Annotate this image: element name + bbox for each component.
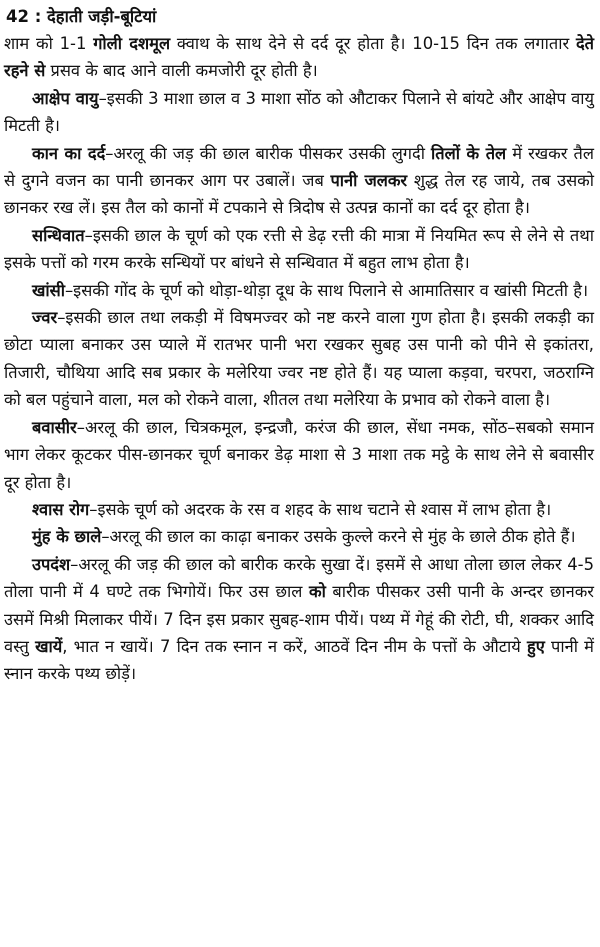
body-text: –इसकी 3 माशा छाल व 3 माशा सोंठ को औटाकर पिलाने से बांयटे और आक्षेप वायु मिटती है। <box>4 88 594 136</box>
bold-text: देते रहने से <box>4 34 594 81</box>
remedy-term: मुंह के छाले <box>32 527 102 547</box>
bold-text: को <box>308 582 326 602</box>
page-header: 42 : देहाती जड़ी-बूटियां <box>6 7 157 26</box>
bold-text: तिलों के तेल <box>431 143 507 163</box>
remedy-term: बवासीर <box>32 417 77 437</box>
body-text: में रखकर तैल से दुगने वजन का पानी छानकर आग पर उबालें। जब <box>4 143 594 191</box>
body-text: क्वाथ के साथ देने से दर्द दूर होता है। 10-15 दिन तक लगातार <box>170 34 576 53</box>
paragraph <box>4 222 594 277</box>
body-text: पानी में स्नान करके पथ्य छोड़ें। <box>4 636 594 684</box>
paragraph <box>4 277 594 304</box>
page-body <box>4 30 594 688</box>
body-text: –इसके चूर्ण को अदरक के रस व शहद के साथ चटाने से श्वास में लाभ होता है। <box>89 499 552 519</box>
body-text: शाम को 1-1 <box>4 34 94 53</box>
body-text: प्रसव के बाद आने वाली कमजोरी दूर होती है। <box>45 61 318 81</box>
bold-text: खायें <box>35 636 63 656</box>
remedy-term: खांसी <box>32 280 65 300</box>
remedy-term: उपदंश <box>32 554 71 574</box>
remedy-term: श्वास रोग <box>32 499 90 519</box>
body-text: –इसकी छाल तथा लकड़ी में विषमज्वर को नष्ट करने वाला गुण होता है। इसकी लकड़ी का छोटा प्याला बनाकर उस प्याले में रातभर पानी भरा रखकर सुबह उस पानी को पीने से इकांतरा, तिजारी, चौथिया आदि सब प्रकार के मलेरिया ज्वर नष्ट होते हैं। यह प्याला कड़वा, चरपरा, जठराग्नि को बल पहुंचाने वाला, मल को रोकने वाला, शीतल तथा मलेरिया के प्रभाव को रोकने वाला है। <box>4 308 594 410</box>
paragraph <box>4 551 594 688</box>
body-text: –अरलू की जड़ की छाल बारीक पीसकर उसकी लुगदी <box>105 143 432 163</box>
remedy-term: सन्धिवात <box>32 225 85 245</box>
paragraph <box>4 523 594 550</box>
bold-text: हुए <box>527 636 545 656</box>
bold-text: गोली दशमूल <box>93 34 171 53</box>
paragraph <box>4 304 594 414</box>
paragraph <box>4 30 594 85</box>
body-text: शुद्ध तेल रह जाये, तब उसको छानकर रख लें। इस तैल को कानों में टपकाने से त्रिदोष से उत्पन्न कानों का दर्द दूर होता है। <box>4 171 595 218</box>
body-text: –अरलू की छाल, चित्रकमूल, इन्द्रजौ, करंज की छाल, सेंधा नमक, सोंठ–सबको समान भाग लेकर कूटकर पीस-छानकर चूर्ण बनाकर डेढ़ माशा से 3 माशा तक मट्ठे के साथ लेने से बवासीर दूर होता है। <box>4 417 594 492</box>
body-text: बारीक पीसकर उसी पानी के अन्दर छानकर उसमें मिश्री मिलाकर पीयें। 7 दिन इस प्रकार सुबह-शाम पीयें। पथ्य में गेहूं की रोटी, घी, शक्कर आदि वस्तु <box>4 582 594 656</box>
body-text: –इसकी छाल के चूर्ण को एक रत्ती से डेढ़ रत्ती की मात्रा में नियमित रूप से लेने से तथा इसके पत्तों को गरम करके सन्धियों पर बांधने से सन्धिवात में बहुत लाभ होता है। <box>4 225 594 273</box>
paragraph <box>4 85 594 140</box>
paragraph <box>4 414 594 496</box>
body-text: –इसकी गोंद के चूर्ण को थोड़ा-थोड़ा दूध के साथ पिलाने से आमातिसार व खांसी मिटती है। <box>64 280 589 300</box>
paragraph <box>4 140 594 222</box>
body-text: –अरलू की छाल का काढ़ा बनाकर उसके कुल्ले करने से मुंह के छाले ठीक होते हैं। <box>101 527 576 547</box>
remedy-term: कान का दर्द <box>32 143 106 163</box>
body-text: , भात न खायें। 7 दिन तक स्नान न करें, आठवें दिन नीम के पत्तों के औटाये <box>62 636 528 656</box>
body-text: –अरलू की जड़ की छाल को बारीक करके सुखा दें। इसमें से आधा तोला छाल लेकर 4-5 तोला पानी में 4 घण्टे तक भिगोयें। फिर उस छाल <box>4 554 594 602</box>
paragraph <box>4 496 594 523</box>
remedy-term: आक्षेप वायु <box>32 88 99 108</box>
bold-text: पानी जलकर <box>330 171 408 191</box>
remedy-term: ज्वर <box>32 308 58 328</box>
